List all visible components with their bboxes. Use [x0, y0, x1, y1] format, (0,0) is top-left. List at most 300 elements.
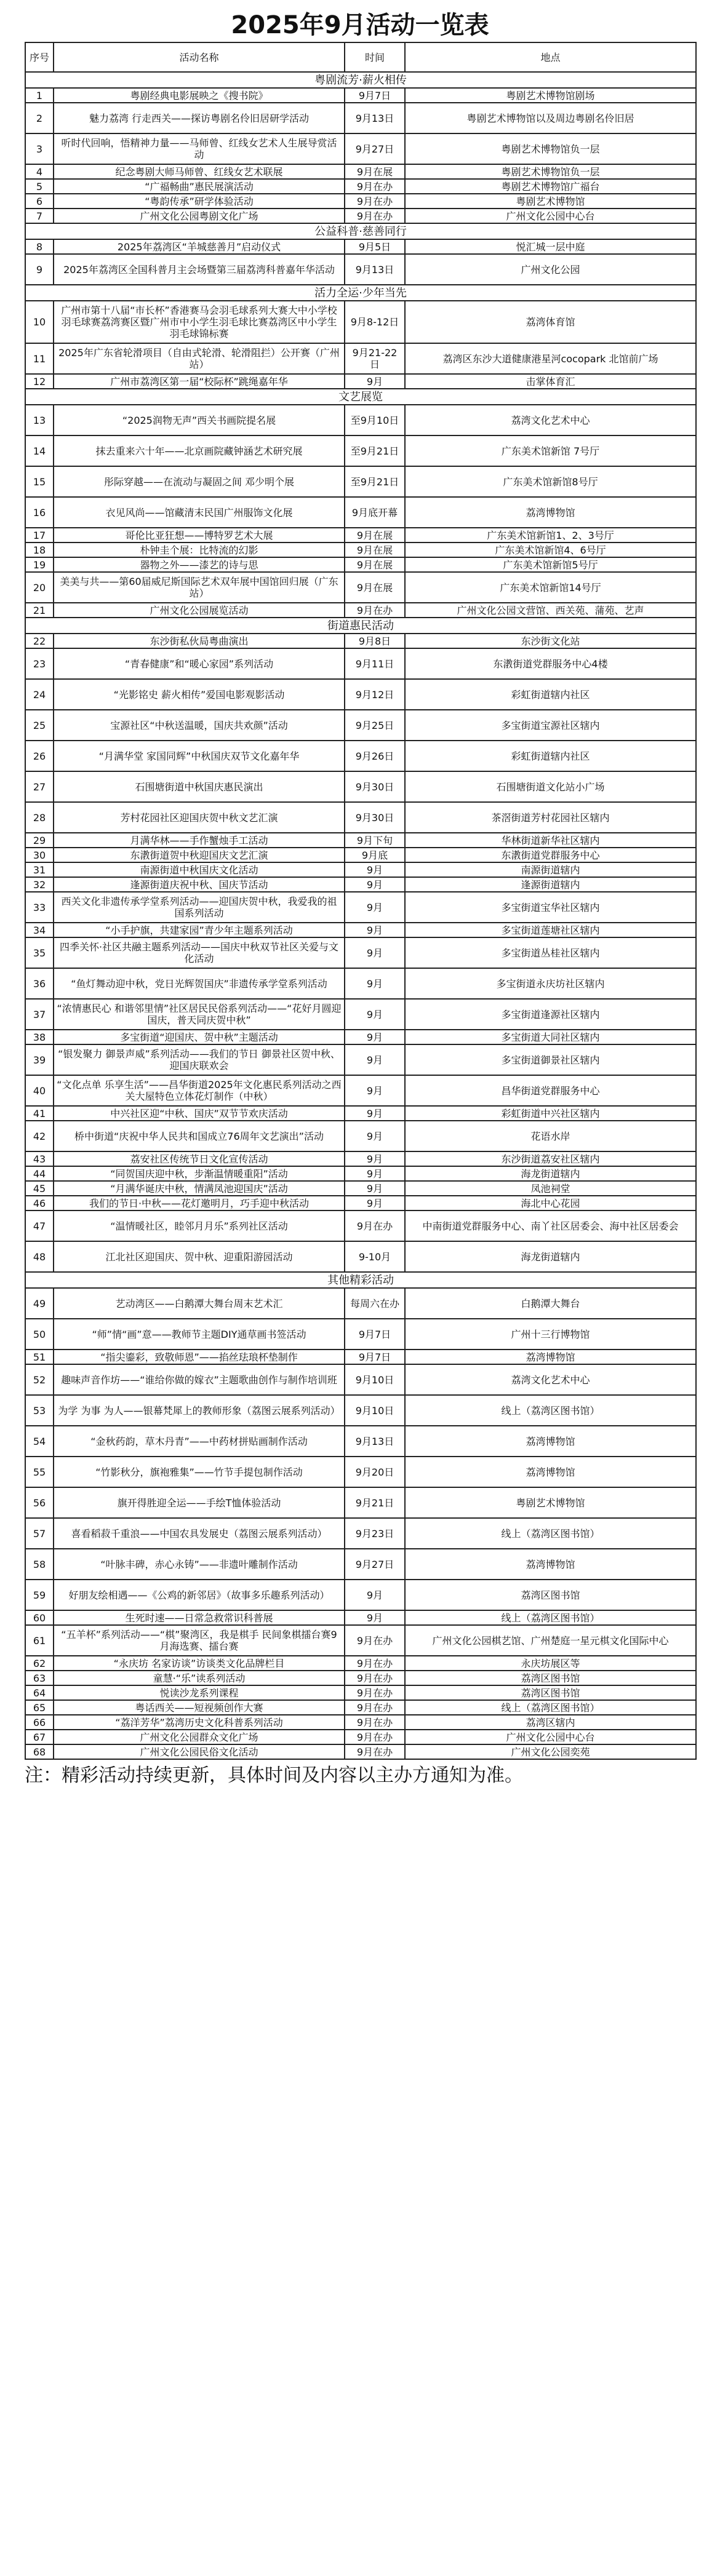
cell-place: 彩虹街道辖内社区: [405, 741, 696, 771]
cell-name: 江北社区迎国庆、贺中秋、迎重阳游园活动: [54, 1241, 345, 1272]
table-row: [25, 1181, 696, 1196]
cell-name: “2025润物无声”西关书画院提名展: [54, 405, 345, 435]
cell-time: 9月底: [345, 848, 405, 862]
cell-time: 9月: [345, 923, 405, 937]
cell-no: 2: [25, 103, 54, 133]
section-title: 文艺展览: [25, 389, 696, 405]
cell-place: 华林街道新华社区辖内: [405, 833, 696, 848]
cell-time: 9月在办: [345, 1685, 405, 1700]
cell-no: 10: [25, 301, 54, 343]
cell-time: 9月在办: [345, 1656, 405, 1671]
cell-no: 11: [25, 343, 54, 374]
table-row: [25, 1671, 696, 1685]
cell-place: 东沙街文化站: [405, 634, 696, 648]
cell-time: 9月: [345, 1580, 405, 1610]
cell-time: 9月27日: [345, 1549, 405, 1580]
cell-time: 9月在展: [345, 528, 405, 543]
cell-time: 9月在办: [345, 179, 405, 194]
cell-no: 39: [25, 1044, 54, 1075]
cell-name: 抹去重来六十年——北京画院藏钟涵艺术研究展: [54, 435, 345, 466]
cell-time: 9月30日: [345, 802, 405, 833]
table-row: [25, 937, 696, 968]
cell-name: “鱼灯舞动迎中秋，党日光辉贺国庆”非遗传承学堂系列活动: [54, 968, 345, 999]
cell-place: 多宝街道逢源社区辖内: [405, 999, 696, 1030]
table-row: [25, 435, 696, 466]
cell-time: 9月: [345, 968, 405, 999]
column-header-no: 序号: [25, 42, 54, 72]
cell-time: 9月8-12日: [345, 301, 405, 343]
table-row: [25, 710, 696, 741]
cell-place: 茶滘街道芳村花园社区辖内: [405, 802, 696, 833]
cell-name: 朴钟圭个展：比特流的幻影: [54, 543, 345, 557]
table-row: [25, 164, 696, 179]
cell-place: 广州文化公园中心台: [405, 209, 696, 223]
cell-no: 51: [25, 1350, 54, 1364]
cell-time: 9月: [345, 1181, 405, 1196]
table-row: [25, 999, 696, 1030]
cell-no: 64: [25, 1685, 54, 1700]
cell-place: 广州文化公园文营馆、西关苑、蒲苑、艺声: [405, 603, 696, 618]
cell-no: 27: [25, 771, 54, 802]
cell-name: 广州文化公园粤剧文化广场: [54, 209, 345, 223]
cell-no: 45: [25, 1181, 54, 1196]
cell-no: 12: [25, 374, 54, 389]
cell-name: 2025年荔湾区全国科普月主会场暨第三届荔湾科普嘉年华活动: [54, 254, 345, 285]
cell-place: 粤剧艺术博物馆剧场: [405, 88, 696, 103]
table-row: [25, 1121, 696, 1151]
cell-place: 荔湾区图书馆: [405, 1671, 696, 1685]
table-row: [25, 572, 696, 603]
table-row: [25, 133, 696, 164]
table-row: [25, 877, 696, 892]
footnote: 注：精彩活动持续更新，具体时间及内容以主办方通知为准。: [25, 1765, 523, 1786]
table-row: [25, 741, 696, 771]
table-row: [25, 1030, 696, 1044]
table-row: [25, 1580, 696, 1610]
cell-place: 彩虹街道中兴社区辖内: [405, 1106, 696, 1121]
cell-place: 多宝街道永庆坊社区辖内: [405, 968, 696, 999]
section-title: 公益科普·慈善同行: [25, 223, 696, 239]
cell-time: 9月在展: [345, 557, 405, 572]
table-row: [25, 771, 696, 802]
cell-name: 彤际穿越——在流动与凝固之间 邓少明个展: [54, 466, 345, 497]
cell-time: 9月: [345, 937, 405, 968]
cell-no: 22: [25, 634, 54, 648]
table-row: [25, 1106, 696, 1121]
cell-name: 喜看稻菽千重浪——中国农具发展史（荔图云展系列活动）: [54, 1518, 345, 1549]
cell-time: 9月在办: [345, 1744, 405, 1759]
cell-place: 广东美术馆新馆1、2、3号厅: [405, 528, 696, 543]
cell-name: “粤韵传承”研学体验活动: [54, 194, 345, 209]
cell-no: 30: [25, 848, 54, 862]
cell-time: 至9月21日: [345, 466, 405, 497]
cell-place: 荔湾区辖内: [405, 1715, 696, 1730]
cell-time: 9月: [345, 1196, 405, 1210]
table-row: [25, 254, 696, 285]
cell-place: 粤剧艺术博物馆负一层: [405, 164, 696, 179]
cell-time: 9月在办: [345, 1625, 405, 1656]
cell-no: 24: [25, 679, 54, 710]
cell-time: 9月30日: [345, 771, 405, 802]
table-row: [25, 1549, 696, 1580]
cell-no: 47: [25, 1210, 54, 1241]
cell-name: 多宝街道“迎国庆、贺中秋”主题活动: [54, 1030, 345, 1044]
cell-no: 66: [25, 1715, 54, 1730]
table-row: [25, 1196, 696, 1210]
cell-place: 东漖街道党群服务中心: [405, 848, 696, 862]
cell-time: 至9月21日: [345, 435, 405, 466]
cell-name: 中兴社区迎“中秋、国庆”双节节欢庆活动: [54, 1106, 345, 1121]
section-header-row: [25, 389, 696, 405]
cell-time: 9月在办: [345, 1210, 405, 1241]
cell-no: 52: [25, 1364, 54, 1395]
cell-place: 悦汇城一层中庭: [405, 239, 696, 254]
cell-name: “荔洋芳华”荔湾历史文化科普系列活动: [54, 1715, 345, 1730]
table-row: [25, 543, 696, 557]
cell-name: 桥中街道“庆祝中华人民共和国成立76周年文艺演出”活动: [54, 1121, 345, 1151]
events-table-body: [25, 42, 696, 1759]
cell-name: “月满华堂 家国同辉”中秋国庆双节文化嘉年华: [54, 741, 345, 771]
section-title: 粤剧流芳·薪火相传: [25, 72, 696, 88]
cell-name: 广州文化公园展览活动: [54, 603, 345, 618]
cell-time: 9月: [345, 1166, 405, 1181]
cell-place: 海龙街道辖内: [405, 1241, 696, 1272]
cell-name: 粤话西关——短视频创作大赛: [54, 1700, 345, 1715]
cell-place: 花语水岸: [405, 1121, 696, 1151]
cell-name: 2025年广东省轮滑项目（自由式轮滑、轮滑阻拦）公开赛（广州站）: [54, 343, 345, 374]
cell-name: “金秋药韵，草木丹青”——中药材拼贴画制作活动: [54, 1426, 345, 1457]
cell-name: 广州文化公园群众文化广场: [54, 1730, 345, 1744]
cell-name: 逢源街道庆祝中秋、国庆节活动: [54, 877, 345, 892]
cell-no: 7: [25, 209, 54, 223]
cell-place: 粤剧艺术博物馆: [405, 194, 696, 209]
section-header-row: [25, 285, 696, 301]
cell-no: 5: [25, 179, 54, 194]
cell-time: 9月20日: [345, 1457, 405, 1487]
cell-place: 荔湾博物馆: [405, 497, 696, 528]
cell-no: 56: [25, 1487, 54, 1518]
table-row: [25, 892, 696, 923]
cell-place: 荔湾博物馆: [405, 1549, 696, 1580]
cell-no: 61: [25, 1625, 54, 1656]
table-row: [25, 603, 696, 618]
cell-name: “青春健康”和“暖心家园”系列活动: [54, 648, 345, 679]
cell-no: 28: [25, 802, 54, 833]
cell-place: 粤剧艺术博物馆: [405, 1487, 696, 1518]
cell-time: 9月21日: [345, 1487, 405, 1518]
cell-place: 多宝街道宝华社区辖内: [405, 892, 696, 923]
cell-time: 9月在展: [345, 572, 405, 603]
cell-no: 35: [25, 937, 54, 968]
cell-no: 55: [25, 1457, 54, 1487]
cell-no: 13: [25, 405, 54, 435]
cell-name: 衣见风尚——馆藏清末民国广州服饰文化展: [54, 497, 345, 528]
cell-name: “光影铭史 薪火相传”爱国电影观影活动: [54, 679, 345, 710]
cell-no: 15: [25, 466, 54, 497]
table-row: [25, 923, 696, 937]
cell-name: “文化点单 乐享生活”——昌华街道2025年文化惠民系列活动之西关大屋特色立体花灯制作（中秋）: [54, 1075, 345, 1106]
cell-time: 9月在办: [345, 194, 405, 209]
cell-place: 广州文化公园: [405, 254, 696, 285]
cell-time: 9月在办: [345, 1730, 405, 1744]
table-row: [25, 239, 696, 254]
cell-place: 东沙街道荔安社区辖内: [405, 1151, 696, 1166]
cell-name: 宝源社区“中秋送温暖，国庆共欢颜”活动: [54, 710, 345, 741]
cell-no: 60: [25, 1610, 54, 1625]
page: [25, 0, 695, 1788]
cell-time: 9月: [345, 1044, 405, 1075]
cell-no: 4: [25, 164, 54, 179]
section-header-row: [25, 223, 696, 239]
table-row: [25, 1151, 696, 1166]
cell-time: 9月: [345, 374, 405, 389]
cell-no: 59: [25, 1580, 54, 1610]
cell-place: 线上（荔湾区图书馆）: [405, 1610, 696, 1625]
cell-time: 9月10日: [345, 1395, 405, 1426]
cell-time: 9月: [345, 877, 405, 892]
cell-no: 14: [25, 435, 54, 466]
section-header-row: [25, 1272, 696, 1288]
section-title: 活力全运·少年当先: [25, 285, 696, 301]
cell-time: 9月在办: [345, 209, 405, 223]
cell-no: 20: [25, 572, 54, 603]
cell-time: 9月7日: [345, 1319, 405, 1350]
cell-name: 好朋友绘相遇——《公鸡的新邻居》（故事多乐趣系列活动）: [54, 1580, 345, 1610]
cell-no: 36: [25, 968, 54, 999]
cell-no: 43: [25, 1151, 54, 1166]
cell-time: 9月5日: [345, 239, 405, 254]
cell-place: 荔湾体育馆: [405, 301, 696, 343]
cell-place: 多宝街道宝源社区辖内: [405, 710, 696, 741]
cell-name: 东沙街私伙局粤曲演出: [54, 634, 345, 648]
table-row: [25, 374, 696, 389]
cell-name: 旗开得胜迎全运——手绘T恤体验活动: [54, 1487, 345, 1518]
table-row: [25, 1044, 696, 1075]
cell-name: 广州市荔湾区第一届“校际杯”跳绳嘉年华: [54, 374, 345, 389]
cell-time: 9月在展: [345, 164, 405, 179]
cell-no: 53: [25, 1395, 54, 1426]
table-row: [25, 802, 696, 833]
cell-time: 9月7日: [345, 88, 405, 103]
table-row: [25, 1744, 696, 1759]
cell-place: 荔湾区图书馆: [405, 1685, 696, 1700]
table-row: [25, 1656, 696, 1671]
cell-time: 9月25日: [345, 710, 405, 741]
cell-place: 线上（荔湾区图书馆）: [405, 1700, 696, 1715]
cell-place: 彩虹街道辖内社区: [405, 679, 696, 710]
cell-name: “浓情惠民心 和谐邻里情”社区居民民俗系列活动——“花好月圆迎国庆，普天同庆贺中秋”: [54, 999, 345, 1030]
cell-place: 广州文化公园中心台: [405, 1730, 696, 1744]
table-row: [25, 634, 696, 648]
section-title: 街道惠民活动: [25, 618, 696, 634]
cell-place: 广州十三行博物馆: [405, 1319, 696, 1350]
cell-time: 9月下旬: [345, 833, 405, 848]
cell-no: 19: [25, 557, 54, 572]
cell-time: 每周六在办: [345, 1288, 405, 1319]
cell-place: 白鹅潭大舞台: [405, 1288, 696, 1319]
table-row: [25, 1075, 696, 1106]
cell-time: 9月在展: [345, 543, 405, 557]
cell-place: 广东美术馆新馆8号厅: [405, 466, 696, 497]
cell-name: 广州文化公园民俗文化活动: [54, 1744, 345, 1759]
cell-no: 18: [25, 543, 54, 557]
cell-place: 荔湾文化艺术中心: [405, 405, 696, 435]
cell-place: 多宝街道御景社区辖内: [405, 1044, 696, 1075]
cell-time: 9月: [345, 1030, 405, 1044]
cell-name: 器物之外——漆艺的诗与思: [54, 557, 345, 572]
table-row: [25, 301, 696, 343]
table-row: [25, 1518, 696, 1549]
cell-name: 石围塘街道中秋国庆惠民演出: [54, 771, 345, 802]
cell-name: “银发聚力 御景声威”系列活动——我们的节日 御景社区贺中秋、迎国庆联欢会: [54, 1044, 345, 1075]
cell-no: 38: [25, 1030, 54, 1044]
cell-no: 25: [25, 710, 54, 741]
cell-place: 多宝街道丛桂社区辖内: [405, 937, 696, 968]
table-row: [25, 848, 696, 862]
cell-place: 广东美术馆新馆4、6号厅: [405, 543, 696, 557]
table-row: [25, 833, 696, 848]
cell-no: 41: [25, 1106, 54, 1121]
cell-no: 44: [25, 1166, 54, 1181]
cell-name: “指尖鎏彩，致敬师恩”——掐丝珐琅杯垫制作: [54, 1350, 345, 1364]
cell-no: 62: [25, 1656, 54, 1671]
cell-time: 9月13日: [345, 1426, 405, 1457]
cell-place: 多宝街道大同社区辖内: [405, 1030, 696, 1044]
cell-place: 凤池祠堂: [405, 1181, 696, 1196]
cell-no: 29: [25, 833, 54, 848]
cell-no: 42: [25, 1121, 54, 1151]
cell-place: 荔湾博物馆: [405, 1350, 696, 1364]
table-row: [25, 1715, 696, 1730]
table-row: [25, 1166, 696, 1181]
section-title: 其他精彩活动: [25, 1272, 696, 1288]
cell-time: 9月7日: [345, 1350, 405, 1364]
cell-no: 63: [25, 1671, 54, 1685]
cell-place: 多宝街道莲塘社区辖内: [405, 923, 696, 937]
table-row: [25, 1288, 696, 1319]
cell-name: 美美与共——第60届威尼斯国际艺术双年展中国馆回归展（广东站）: [54, 572, 345, 603]
cell-no: 26: [25, 741, 54, 771]
cell-place: 南源街道辖内: [405, 862, 696, 877]
cell-time: 9月: [345, 1075, 405, 1106]
cell-time: 9月23日: [345, 1518, 405, 1549]
cell-no: 3: [25, 133, 54, 164]
page-title: 2025年9月活动一览表: [231, 11, 489, 39]
cell-time: 至9月10日: [345, 405, 405, 435]
cell-no: 9: [25, 254, 54, 285]
cell-name: 东漖街道贺中秋迎国庆文艺汇演: [54, 848, 345, 862]
cell-place: 荔湾区图书馆: [405, 1580, 696, 1610]
cell-name: “广福畅曲”惠民展演活动: [54, 179, 345, 194]
cell-time: 9月: [345, 862, 405, 877]
cell-time: 9月在办: [345, 1715, 405, 1730]
cell-name: 为学 为事 为人——银幕梵犀上的教师形象（荔图云展系列活动）: [54, 1395, 345, 1426]
cell-name: 艺动湾区——白鹅潭大舞台周末艺术汇: [54, 1288, 345, 1319]
cell-no: 32: [25, 877, 54, 892]
cell-place: 昌华街道党群服务中心: [405, 1075, 696, 1106]
cell-name: 魅力荔湾 行走西关——探访粤剧名伶旧居研学活动: [54, 103, 345, 133]
cell-time: 9-10月: [345, 1241, 405, 1272]
cell-no: 31: [25, 862, 54, 877]
cell-name: 月满华林——手作蟹烛手工活动: [54, 833, 345, 848]
cell-time: 9月11日: [345, 648, 405, 679]
cell-no: 37: [25, 999, 54, 1030]
cell-name: “同贺国庆迎中秋，步渐温情暖重阳”活动: [54, 1166, 345, 1181]
table-row: [25, 1730, 696, 1744]
table-row: [25, 209, 696, 223]
cell-no: 50: [25, 1319, 54, 1350]
cell-place: 东漖街道党群服务中心4楼: [405, 648, 696, 679]
cell-no: 8: [25, 239, 54, 254]
table-row: [25, 1700, 696, 1715]
table-row: [25, 968, 696, 999]
cell-name: “五羊杯”系列活动——“棋”聚湾区，我是棋手 民间象棋擂台赛9月海选赛、擂台赛: [54, 1625, 345, 1656]
cell-name: 广州市第十八届“市长杯”香港赛马会羽毛球系列大赛大中小学校羽毛球赛荔湾赛区暨广州市中小学生羽毛球比赛荔湾区中小学生羽毛球锦标赛: [54, 301, 345, 343]
cell-time: 9月在办: [345, 1671, 405, 1685]
cell-time: 9月27日: [345, 133, 405, 164]
column-header-name: 活动名称: [54, 42, 345, 72]
cell-name: 粤剧经典电影展映之《搜书院》: [54, 88, 345, 103]
cell-time: 9月13日: [345, 254, 405, 285]
table-row: [25, 557, 696, 572]
table-row: [25, 1364, 696, 1395]
cell-name: “温情暖社区，睦邻月月乐”系列社区活动: [54, 1210, 345, 1241]
cell-name: 趣味声音作坊——“谁给你做的嫁衣”主题歌曲创作与制作培训班: [54, 1364, 345, 1395]
table-header-row: [25, 42, 696, 72]
table-row: [25, 1319, 696, 1350]
table-row: [25, 1610, 696, 1625]
cell-name: 南源街道中秋国庆文化活动: [54, 862, 345, 877]
table-row: [25, 648, 696, 679]
table-row: [25, 497, 696, 528]
cell-name: 生死时速——日常急救常识科普展: [54, 1610, 345, 1625]
cell-time: 9月: [345, 892, 405, 923]
table-row: [25, 179, 696, 194]
cell-no: 40: [25, 1075, 54, 1106]
cell-place: 逢源街道辖内: [405, 877, 696, 892]
cell-name: “竹影秋分，旗袍雅集”——竹节手提包制作活动: [54, 1457, 345, 1487]
table-row: [25, 528, 696, 543]
cell-name: 我们的节日·中秋——花灯邀明月，巧手迎中秋活动: [54, 1196, 345, 1210]
cell-time: 9月8日: [345, 634, 405, 648]
table-row: [25, 88, 696, 103]
cell-time: 9月: [345, 1151, 405, 1166]
cell-no: 65: [25, 1700, 54, 1715]
cell-place: 永庆坊展区等: [405, 1656, 696, 1671]
cell-no: 49: [25, 1288, 54, 1319]
cell-time: 9月在办: [345, 603, 405, 618]
table-row: [25, 1426, 696, 1457]
cell-place: 荔湾博物馆: [405, 1457, 696, 1487]
cell-no: 48: [25, 1241, 54, 1272]
cell-place: 广东美术馆新馆 7号厅: [405, 435, 696, 466]
table-row: [25, 1395, 696, 1426]
cell-time: 9月10日: [345, 1364, 405, 1395]
cell-no: 58: [25, 1549, 54, 1580]
cell-no: 6: [25, 194, 54, 209]
cell-place: 中南街道党群服务中心、南丫社区居委会、海中社区居委会: [405, 1210, 696, 1241]
cell-name: 芳村花园社区迎国庆贺中秋文艺汇演: [54, 802, 345, 833]
table-row: [25, 1487, 696, 1518]
cell-no: 21: [25, 603, 54, 618]
table-row: [25, 1457, 696, 1487]
cell-name: 西关文化非遗传承学堂系列活动——迎国庆贺中秋，我爱我的祖国系列活动: [54, 892, 345, 923]
table-row: [25, 1210, 696, 1241]
cell-name: 荔安社区传统节日文化宣传活动: [54, 1151, 345, 1166]
cell-place: 广州文化公园棋艺馆、广州楚庭一星元棋文化国际中心: [405, 1625, 696, 1656]
table-row: [25, 862, 696, 877]
cell-no: 54: [25, 1426, 54, 1457]
